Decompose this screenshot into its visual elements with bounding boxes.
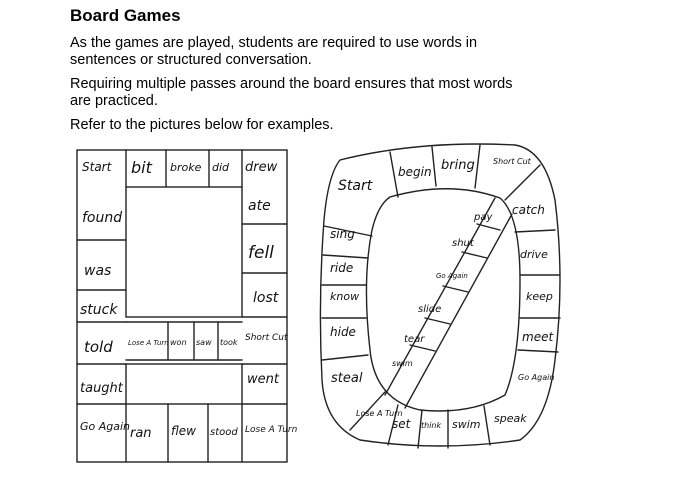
b2-meet: meet xyxy=(522,330,554,344)
b1-broke: broke xyxy=(170,161,202,174)
page-title: Board Games xyxy=(70,6,181,25)
b1-lose-turn: Lose A Turn xyxy=(245,425,298,435)
b2-drive: drive xyxy=(520,248,548,261)
b1-short-cut: Short Cut xyxy=(245,333,288,343)
b2-set: set xyxy=(392,417,411,431)
b2-swim: swim xyxy=(452,418,481,431)
b1-lost: lost xyxy=(253,290,279,306)
b2-slide: slide xyxy=(418,304,442,315)
b2-steal: steal xyxy=(331,371,363,386)
board-two xyxy=(320,144,560,448)
b1-go-again: Go Again xyxy=(80,420,131,433)
b1-drew: drew xyxy=(245,160,278,175)
refer-paragraph: Refer to the pictures below for examples. xyxy=(70,117,334,133)
b1-stuck: stuck xyxy=(80,302,118,318)
b2-keep: keep xyxy=(526,290,553,303)
b2-lose-turn: Lose A Turn xyxy=(356,409,403,418)
b2-pay: pay xyxy=(474,212,493,223)
board-two-inner xyxy=(366,189,520,411)
b1-saw: saw xyxy=(196,338,212,347)
b1-bit: bit xyxy=(131,158,152,177)
b2-tear: tear xyxy=(404,334,425,345)
b2-catch: catch xyxy=(512,203,545,217)
b2-think: think xyxy=(421,421,442,430)
b2-speak: speak xyxy=(494,412,527,425)
board-one-inner xyxy=(126,187,242,317)
b2-ride: ride xyxy=(330,261,354,275)
b2-start: Start xyxy=(338,178,373,194)
b2-know: know xyxy=(330,290,360,303)
b2-go-again: Go Again xyxy=(518,373,555,382)
b1-told: told xyxy=(84,338,113,356)
b1-ate: ate xyxy=(248,198,271,214)
b2-short-cut: Short Cut xyxy=(493,157,531,166)
b1-ran: ran xyxy=(130,426,152,441)
b2-begin: begin xyxy=(398,165,432,179)
b1-stood: stood xyxy=(210,427,238,438)
b2-diag-swim: swim xyxy=(392,359,413,368)
b2-shut: shut xyxy=(452,238,474,249)
board-one-inner-bottom xyxy=(126,364,242,404)
b1-did: did xyxy=(212,161,230,174)
b2-sing: sing xyxy=(330,227,355,241)
b1-found: found xyxy=(82,210,123,226)
b1-taught: taught xyxy=(80,381,123,396)
b1-sc-lose-turn: Lose A Turn xyxy=(128,339,169,347)
b2-bring: bring xyxy=(441,158,475,173)
b1-was: was xyxy=(84,263,112,279)
b1-won: won xyxy=(170,338,187,347)
b1-went: went xyxy=(247,372,279,387)
b2-hide: hide xyxy=(330,325,356,339)
b1-fell: fell xyxy=(248,243,274,263)
b1-start: Start xyxy=(82,160,112,174)
passes-paragraph: Requiring multiple passes around the board ensures that most words are practiced. xyxy=(70,76,513,109)
b2-diag-go-again: Go Again xyxy=(436,272,468,280)
board-one xyxy=(77,150,298,462)
intro-paragraph: As the games are played, students are required to use words in sentences or structured conversation. xyxy=(70,35,478,68)
b1-took: took xyxy=(220,338,238,347)
b1-flew: flew xyxy=(171,424,196,438)
